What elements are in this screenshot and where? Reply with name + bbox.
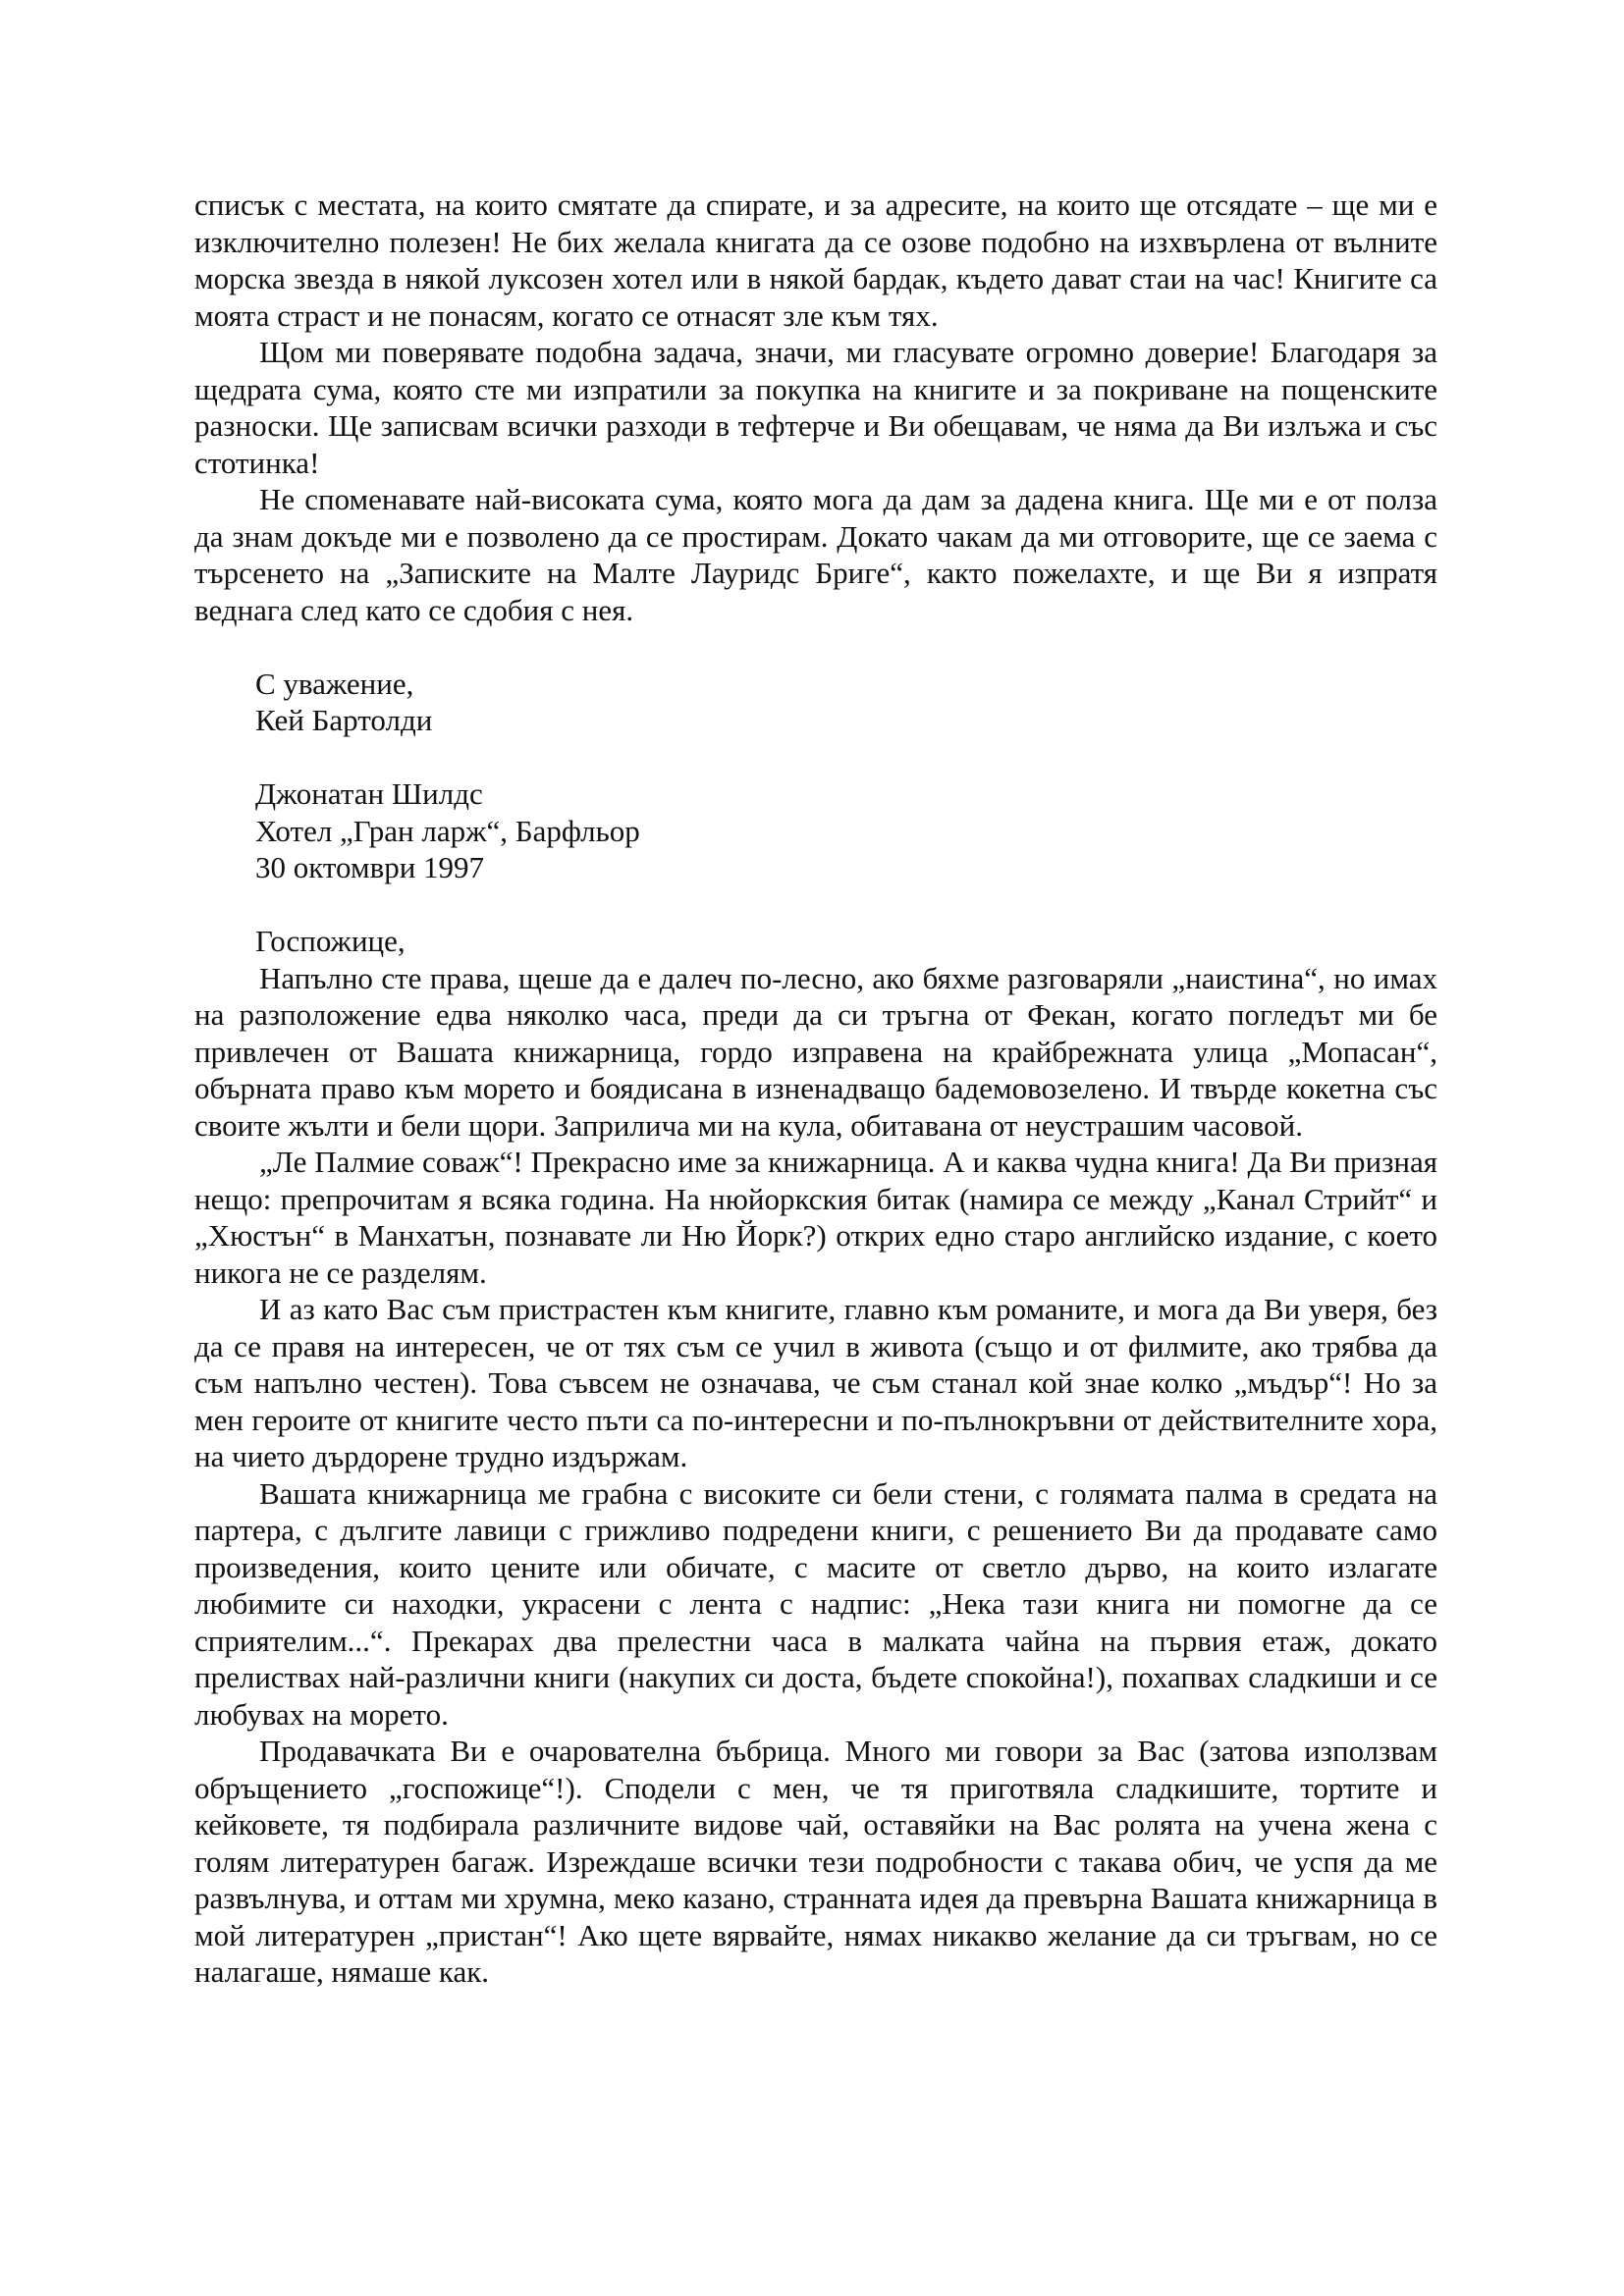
paragraph: Вашата книжарница ме грабна с високите си бели стени, с голямата палма в средата на партера, с дългите лавици с грижливо подредени книги, с решението Ви да продавате само произведения, които цените или обичате, с масите от светло дърво, на които излагате любимите си находки, украсени с лента с надпис: „Нека тази книга ни помогне да се сприятелим...“. Прекарах два прелестни часа в малката чайна на първия етаж, докато прелиствах най-различни книги (накупих си доста, бъдете спокойна!), похапвах сладкиши и се любувах на морето. [194, 1475, 1437, 1732]
sender-address: Хотел „Гран ларж“, Барфльор [255, 813, 640, 848]
paragraph: „Ле Палмие соваж“! Прекрасно име за книжарница. А и каква чудна книга! Да Ви призная нещо: препрочитам я всяка година. На нюйоркския битак (намира се между „Канал Стрийт“ и „Хюстън“ в Манхатън, познавате ли Ню Йорк?) открих едно старо английско издание, с което никога не се разделям. [194, 1145, 1437, 1290]
letter-date: 30 октомври 1997 [255, 850, 485, 884]
paragraph: списък с местата, на които смятате да спирате, и за адресите, на които ще отсядате – ще ми е изключително полезен! Не бих желала книгата да се озове подобно на изхвърлена от вълните морска звезда в някой луксозен хотел или в някой бардак, където дават стаи на час! Книгите са моята страст и не понасям, когато се отнасят зле към тях. [194, 187, 1437, 333]
closing-block [194, 666, 1437, 739]
paragraph: Не споменавате най-високата сума, която мога да дам за дадена книга. Ще ми е от полза да знам докъде ми е позволено да се простирам. Докато чакам да ми отговорите, ще се заема с търсенето на „Записките на Малте Лауридс Бриге“, както пожелахте, и ще Ви я изпратя веднага след като се сдобия с нея. [194, 482, 1437, 627]
letter-header [194, 775, 1437, 886]
document-page [194, 187, 1437, 1991]
closing: С уважение, [255, 666, 414, 701]
spacer [194, 739, 1437, 776]
sender-name: Джонатан Шилдс [255, 776, 483, 811]
salutation-block [194, 923, 1437, 960]
salutation: Госпожице, [255, 924, 406, 958]
paragraph: Напълно сте права, щеше да е далеч по-лесно, ако бяхме разговаряли „наистина“, но имах на разположение едва няколко часа, преди да си тръгна от Фекан, когато погледът ми бе привлечен от Вашата книжарница, гордо изправена на крайбрежната улица „Мопасан“, обърната право към морето и боядисана в изненадващо бадемовозелено. И твърде кокетна със своите жълти и бели щори. Заприлича ми на кула, обитавана от неустрашим часовой. [194, 960, 1437, 1143]
paragraph: И аз като Вас съм пристрастен към книгите, главно към романите, и мога да Ви уверя, без да се правя на интересен, че от тях съм се учил в живота (също и от филмите, ако трябва да съм напълно честен). Това съвсем не означава, че съм станал кой знае колко „мъдър“! Но за мен героите от книгите често пъти са по-интересни и по-пълнокръвни от действителните хора, на чието дърдорене трудно издържам. [194, 1292, 1437, 1473]
spacer [194, 628, 1437, 666]
signature: Кей Бартолди [255, 703, 433, 737]
paragraph: Щом ми поверявате подобна задача, значи, ми гласувате огромно доверие! Благодаря за щедрата сума, която сте ми изпратили за покупка на книгите и за покриване на пощенските разноски. Ще записвам всички разходи в тефтерче и Ви обещавам, че няма да Ви излъжа и със стотинка! [194, 335, 1437, 480]
spacer [194, 886, 1437, 924]
paragraph: Продавачката Ви е очарователна бъбрица. Много ми говори за Вас (затова използвам обръщението „госпожице“!). Сподели с мен, че тя приготвяла сладкишите, тортите и кейковете, тя подбирала различните видове чай, оставяйки на Вас ролята на учена жена с голям литературен багаж. Изреждаше всички тези подробности с такава обич, че успя да ме развълнува, и оттам ми хрумна, меко казано, странната идея да превърна Вашата книжарница в мой литературен „пристан“! Ако щете вярвайте, нямах никакво желание да си тръгвам, но се налагаше, нямаше как. [194, 1734, 1437, 1989]
